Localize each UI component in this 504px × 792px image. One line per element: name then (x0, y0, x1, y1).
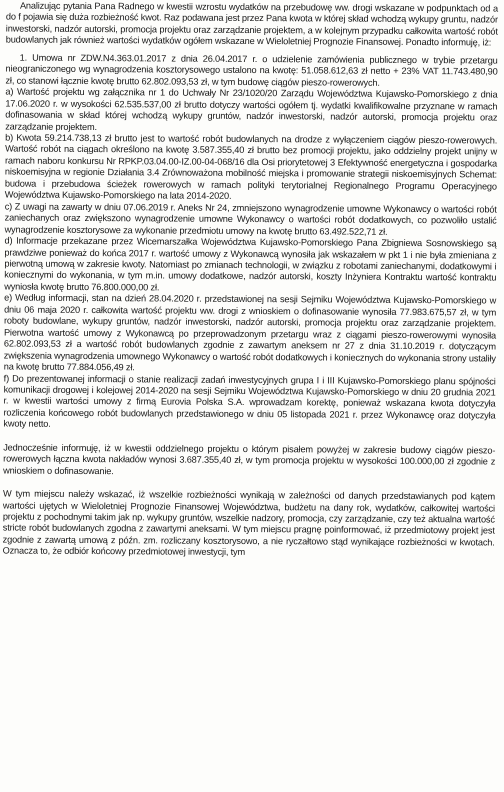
item-f-correction: f) Do prezentowanej informacji o stanie realizacji zadań inwestycyjnych grupa I i III Kujawsko-Pomorskiego planu spójności komunikacji drogowej i kolejowej 2014-2020 na sesji Sejmiku Województwa Kujawsko-Pomorskiego w dniu 20 grudnia 2021 r. w kwestii wartości umowy z firmą Eurovia Polska S.A. wprowadzam korektę, ponieważ wskazana kwota dotyczyła rozliczenia końcowego robót budowlanych przedstawionego w dniu 05 listopada 2021 r. przez Wykonawcę oraz dotyczyła kwoty netto. (3, 372, 496, 430)
item-b-works-value: b) Kwota 59.214.738,13 zł brutto jest to wartość robót budowlanych na drodze z wyłączeniem ciągów pieszo-rowerowych. Wartość robót na ciągach określono na kwotę 3.587.355,40 zł brutto bez promocji projektu, jako oddzielny projekt unijny w ramach naboru konkursu Nr RPKP.03.04.00-IZ.00-04-068/16 dla Osi priorytetowej 3 Efektywność energetyczna i gospodarka niskoemisyjna w regionie Działania 3.4 Zrównoważona mobilność miejska i promowanie strategii niskoemisyjnych Schemat: budowa i przebudowa ścieżek rowerowych w ramach polityki terytorialnej Regionalnego Programu Operacyjnego Województwa Kujawsko-Pomorskiego na lata 2014-2020. (4, 132, 498, 202)
intro-paragraph: Analizując pytania Pana Radnego w kwestii wzrostu wydatków na przebudowę ww. drogi wskazane w podpunktach od a do f pojawia się duża rozbieżność kwot. Raz podawana jest przez Pana kwota w której skład wchodzą wykupy gruntu, nadzór inwestorski, nadzór autorski, promocja projektu oraz zarządzanie projektem, a w kolejnym przypadku całkowita wartość robót budowlanych jak również wartości wydatków ogółem wskazane w Wieloletniej Prognozie Finansowej. Ponadto informuję, iż: (5, 0, 498, 48)
item-1-contract: 1. Umowa nr ZDW.N4.363.01.2017 z dnia 26.04.2017 r. o udzielenie zamówienia publicznego w trybie przetargu nieograniczonego wg wynagrodzenia kosztorysowego ustalono na kwotę: 51.058.612,63 zł netto + 23% VAT 11.743.480,90 zł, co stanowi łącznie kwotę brutto 62.802.093,53 zł, w tym budowę ciągów pieszo-rowerowych. (5, 52, 498, 88)
item-a-project-value: a) Wartość projektu wg załącznika nr 1 do Uchwały Nr 23/1020/20 Zarządu Województwa Kujawsko-Pomorskiego z dnia 17.06.2020 r. w wysokości 62.535.537,00 zł brutto dotyczy wartości ogółem tj. wydatki kwalifikowalne przyznane w ramach dofinasowania w skład której wchodzą wykupy gruntów, nadzór inwestorski, nadzór autorski, promocja projektu oraz zarządzanie projektem. (5, 86, 498, 132)
separate-project-paragraph: Jednocześnie informuję, iż w kwestii oddzielnego projektu o którym pisałem powyżej w zakresie budowy ciągów pieszo-rowerowych łączna kwota nakładów wynosi 3.687.355,40 zł, w tym promocja projektu w wysokości 100.000,00 zł zgodnie z wnioskiem o dofinasowanie. (3, 442, 496, 476)
item-e-sejmik-info: e) Według informacji, stan na dzień 28.04.2020 r. przedstawionej na sesji Sejmiku Województwa Kujawsko-Pomorskiego w dniu 06 maja 2020 r. całkowita wartość projektu ww. drogi z wnioskiem o dofinasowanie wynosiła 77.983.675,57 zł, w tym roboty budowlane, wykupy gruntów, nadzór inwestorski, nadzór autorski, promocja projektu oraz zarządzanie projektem. Pierwotna wartość umowy z Wykonawcą po przeprowadzonym przetargu wraz z ciągami pieszo-rowerowymi wynosiła 62.802.093,53 zł a wartość robót budowlanych zgodnie z zawartym aneksem nr 27 z dnia 31.10.2019 r. dotyczącym zwiększenia wynagrodzenia umownego Wykonawcy o wartość robót dodatkowych i koniecznych do wykonania strony ustaliły na kwotę brutto 77.884.056,49 zł. (3, 292, 497, 373)
item-d-vice-marshal-info: d) Informacje przekazane przez Wicemarszałka Województwa Kujawsko-Pomorskiego Pana Zbigniewa Sosnowskiego są prawdziwe ponieważ do końca 2017 r. wartość umowy z Wykonawcą wynosiła jak wskazałem w pkt 1 i nie była zmieniana z pierwotną umową w zakresie kwoty. Natomiast po zmianach technologii, w związku z robotami zaniechanymi, dodatkowymi i koniecznymi do wykonania, w tym m.in. umowy dodatkowe, nadzór autorski, koszty Inżyniera Kontraktu wartość kontraktu wyniosła kwotę brutto 76.800.000,00 zł. (4, 235, 497, 293)
item-c-annex-24: c) Z uwagi na zawarty w dniu 07.06.2019 r. Aneks Nr 24, zmniejszono wynagrodzenie umowne Wykonawcy o wartości robót zaniechanych oraz zwiększono wynagrodzenie umowne Wykonawcy o wartości robót dodatkowych, co pozwoliło ustalić wynagrodzenie kosztorysowe za wykonanie przedmiotu umowy na kwotę brutto 63.492.522,71 zł. (4, 201, 497, 237)
discrepancy-explanation-paragraph: W tym miejscu należy wskazać, iż wszelkie rozbieżności wynikają w zależności od danych przedstawianych pod kątem wartości ujętych w Wieloletniej Prognozie Finansowej Województwa, budżetu na dany rok, wydatków, całkowitej wartości projektu z pochodnymi takim jak np. wykupy gruntów, wszelkie nadzory, promocja, czy zarządzanie, czy też aktualna wartość stricte robót budowlanych zgodna z zawartymi aneksami. W tym miejscu pragnę poinformować, iż przedmiotowy projekt jest zgodnie z zawartą umową z późn. zm. rozliczany kosztorysowo, a nie ryczałtowo stąd wynikające rozbieżności w kwotach. Oznacza to, że odbiór końcowy przedmiotowej inwestycji, tym (2, 488, 496, 558)
